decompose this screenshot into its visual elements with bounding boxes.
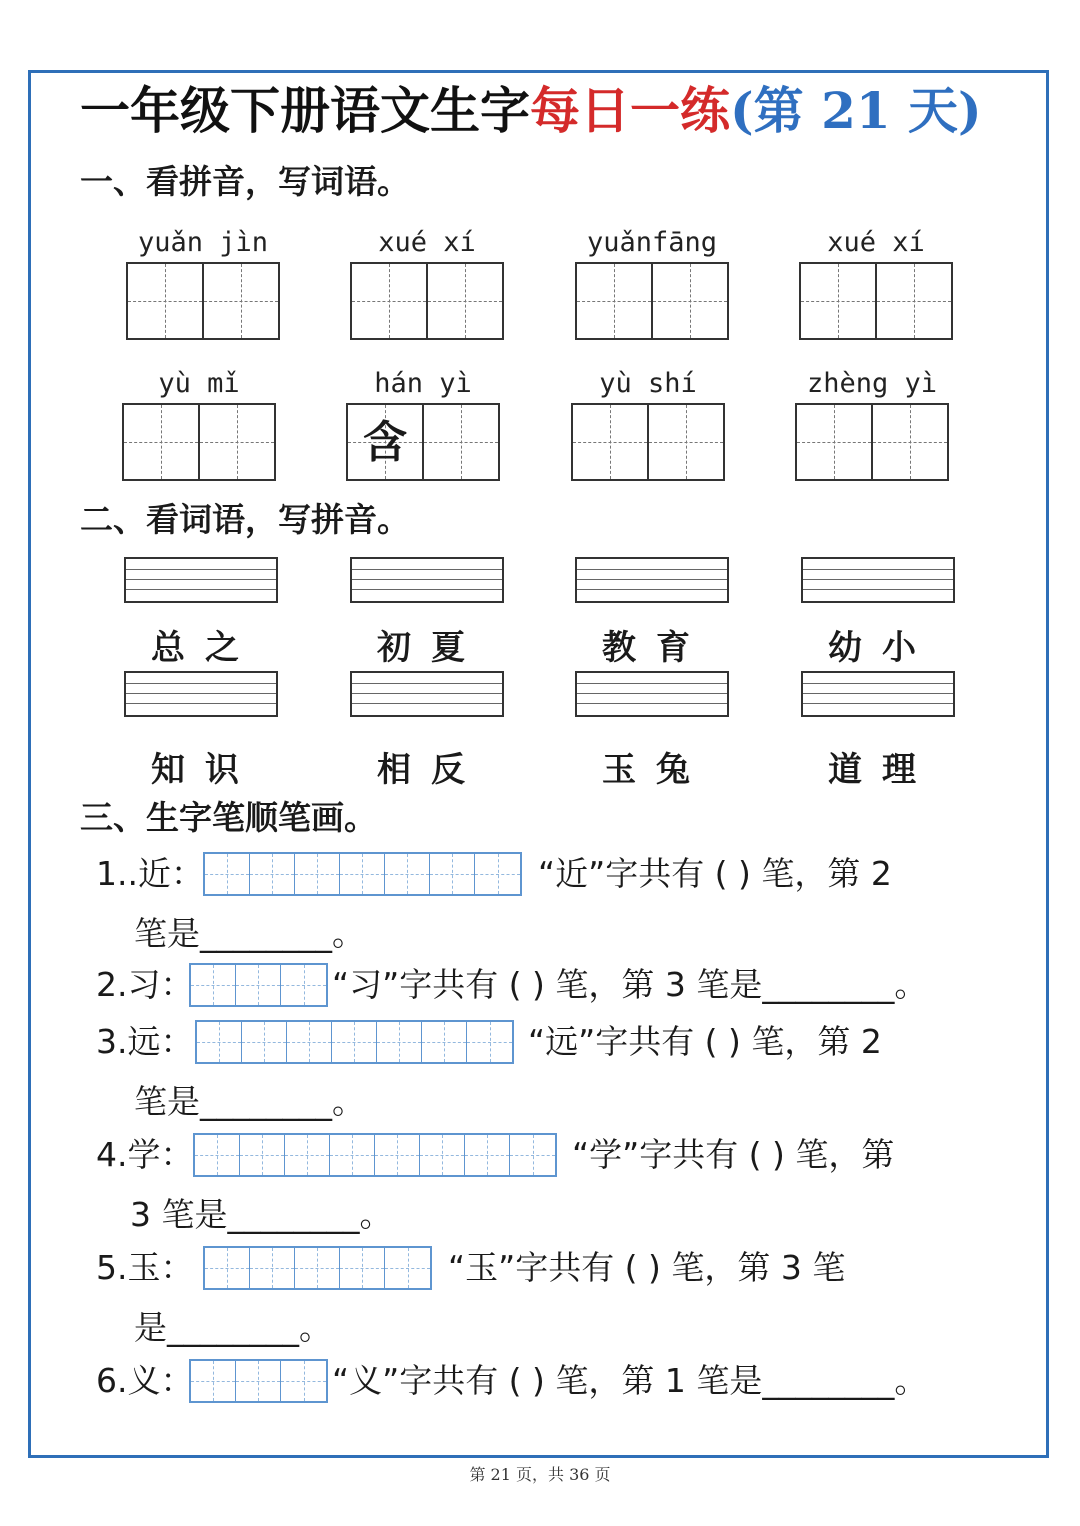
writing-grid-pair: [799, 262, 953, 340]
stroke-cell[interactable]: [205, 1248, 250, 1288]
title-highlight: 每日一练: [530, 81, 730, 140]
question-continuation: 笔是________。: [134, 914, 365, 953]
stroke-cell[interactable]: [330, 1135, 375, 1175]
cell-character: [200, 405, 274, 479]
writing-grid-pair: [571, 403, 725, 481]
cell-character: [873, 405, 947, 479]
question-continuation: 3 笔是________。: [130, 1195, 393, 1234]
pinyin-writing-lines[interactable]: [801, 671, 955, 717]
stroke-cell[interactable]: [377, 1022, 422, 1062]
pinyin-writing-lines[interactable]: [575, 671, 729, 717]
writing-cell[interactable]: [204, 262, 280, 340]
writing-cell[interactable]: [795, 403, 873, 481]
stroke-cell[interactable]: [385, 854, 430, 894]
page-footer: 第 21 页，共 36 页: [469, 1465, 611, 1484]
cell-character: [424, 405, 498, 479]
stroke-cell[interactable]: [340, 854, 385, 894]
question-continuation: 笔是________。: [134, 1082, 365, 1121]
stroke-cell[interactable]: [240, 1135, 285, 1175]
writing-cell[interactable]: [126, 262, 204, 340]
stroke-cell[interactable]: [475, 854, 520, 894]
pinyin-writing-lines[interactable]: [124, 671, 278, 717]
page-title: [80, 80, 1000, 142]
writing-cell[interactable]: [877, 262, 953, 340]
question-continuation: 是________。: [134, 1308, 332, 1347]
title-day: (第 21 天): [730, 81, 982, 140]
pinyin-label: zhèng yì: [806, 368, 938, 399]
writing-grid-pair: [350, 262, 504, 340]
section1-heading: 一、看拼音，写词语。: [80, 162, 410, 201]
pinyin-label: hán yì: [374, 368, 472, 399]
pinyin-label: yù shí: [599, 368, 697, 399]
writing-cell[interactable]: [653, 262, 729, 340]
stroke-cell[interactable]: [242, 1022, 287, 1062]
stroke-cell[interactable]: [281, 1361, 326, 1401]
stroke-cell[interactable]: [422, 1022, 467, 1062]
question-text: “玉”字共有 ( ) 笔，第 3 笔: [448, 1248, 846, 1287]
question-label: 3.远：: [96, 1022, 194, 1061]
stroke-cell[interactable]: [281, 965, 326, 1005]
vocab-word: 道理: [828, 750, 936, 790]
cell-character: [204, 264, 278, 338]
stroke-cell[interactable]: [236, 1361, 281, 1401]
writing-cell[interactable]: [428, 262, 504, 340]
cell-character: [577, 264, 651, 338]
cell-character: [653, 264, 727, 338]
pinyin-label: yù mǐ: [158, 368, 240, 399]
writing-cell[interactable]: [873, 403, 949, 481]
stroke-cell[interactable]: [197, 1022, 242, 1062]
writing-cell[interactable]: [122, 403, 200, 481]
stroke-cell[interactable]: [465, 1135, 510, 1175]
cell-character: [801, 264, 875, 338]
stroke-cell[interactable]: [195, 1135, 240, 1175]
question-label: 4.学：: [96, 1135, 194, 1174]
stroke-order-grid[interactable]: [203, 1246, 432, 1290]
pinyin-label: yuǎn jìn: [137, 227, 269, 258]
question-text: “远”字共有 ( ) 笔，第 2: [528, 1022, 882, 1061]
stroke-cell[interactable]: [191, 1361, 236, 1401]
writing-cell[interactable]: [649, 403, 725, 481]
stroke-order-grid[interactable]: [203, 852, 522, 896]
stroke-cell[interactable]: [250, 1248, 295, 1288]
section2-heading: 二、看词语，写拼音。: [80, 500, 410, 539]
stroke-cell[interactable]: [287, 1022, 332, 1062]
pinyin-writing-lines[interactable]: [350, 671, 504, 717]
stroke-cell[interactable]: [430, 854, 475, 894]
writing-grid-pair: [575, 262, 729, 340]
stroke-cell[interactable]: [375, 1135, 420, 1175]
writing-cell[interactable]: [200, 403, 276, 481]
stroke-cell[interactable]: [420, 1135, 465, 1175]
question-text: “习”字共有 ( ) 笔，第 3 笔是________。: [332, 965, 928, 1004]
cell-character: 含: [363, 417, 407, 468]
section3-heading: 三、生字笔顺笔画。: [80, 798, 377, 837]
vocab-word: 总之: [151, 628, 259, 668]
writing-grid-pair: [122, 403, 276, 481]
stroke-cell[interactable]: [191, 965, 236, 1005]
stroke-cell[interactable]: [385, 1248, 430, 1288]
pinyin-label: xué xí: [827, 227, 925, 258]
pinyin-writing-lines[interactable]: [575, 557, 729, 603]
pinyin-writing-lines[interactable]: [124, 557, 278, 603]
vocab-word: 初夏: [377, 628, 485, 668]
writing-cell[interactable]: [424, 403, 500, 481]
pinyin-label: xué xí: [378, 227, 476, 258]
writing-cell[interactable]: [799, 262, 877, 340]
cell-character: [797, 405, 871, 479]
question-text: “近”字共有 ( ) 笔，第 2: [538, 854, 892, 893]
stroke-order-grid[interactable]: [195, 1020, 514, 1064]
writing-grid-pair: [126, 262, 280, 340]
stroke-cell[interactable]: [510, 1135, 555, 1175]
vocab-word: 幼小: [828, 628, 936, 668]
stroke-cell[interactable]: [340, 1248, 385, 1288]
writing-cell[interactable]: [346, 403, 424, 481]
cell-character: [649, 405, 723, 479]
writing-cell[interactable]: [571, 403, 649, 481]
vocab-word: 教育: [602, 628, 710, 668]
writing-grid-pair: [795, 403, 949, 481]
pinyin-label: yuǎnfāng: [586, 227, 718, 258]
cell-character: [352, 264, 426, 338]
pinyin-writing-lines[interactable]: [801, 557, 955, 603]
vocab-word: 玉兔: [602, 750, 710, 790]
writing-cell[interactable]: [350, 262, 428, 340]
stroke-cell[interactable]: [467, 1022, 512, 1062]
stroke-order-grid[interactable]: [189, 1359, 328, 1403]
cell-character: [573, 405, 647, 479]
question-label: 5.玉：: [96, 1248, 194, 1287]
stroke-cell[interactable]: [285, 1135, 330, 1175]
stroke-order-grid[interactable]: [189, 963, 328, 1007]
title-main: 一年级下册语文生字: [80, 81, 530, 140]
vocab-word: 知识: [151, 750, 259, 790]
stroke-cell[interactable]: [295, 854, 340, 894]
writing-grid-pair: [346, 403, 500, 481]
pinyin-writing-lines[interactable]: [350, 557, 504, 603]
stroke-cell[interactable]: [332, 1022, 377, 1062]
question-label: 6.义：: [96, 1361, 194, 1400]
stroke-order-grid[interactable]: [193, 1133, 557, 1177]
stroke-cell[interactable]: [295, 1248, 340, 1288]
question-label: 2.习：: [96, 965, 194, 1004]
cell-character: [128, 264, 202, 338]
vocab-word: 相反: [377, 750, 485, 790]
question-text: “义”字共有 ( ) 笔，第 1 笔是________。: [332, 1361, 928, 1400]
question-label: 1..近：: [96, 854, 204, 893]
stroke-cell[interactable]: [236, 965, 281, 1005]
stroke-cell[interactable]: [250, 854, 295, 894]
stroke-cell[interactable]: [205, 854, 250, 894]
cell-character: [428, 264, 502, 338]
question-text: “学”字共有 ( ) 笔，第: [572, 1135, 895, 1174]
writing-cell[interactable]: [575, 262, 653, 340]
cell-character: [124, 405, 198, 479]
cell-character: [877, 264, 951, 338]
